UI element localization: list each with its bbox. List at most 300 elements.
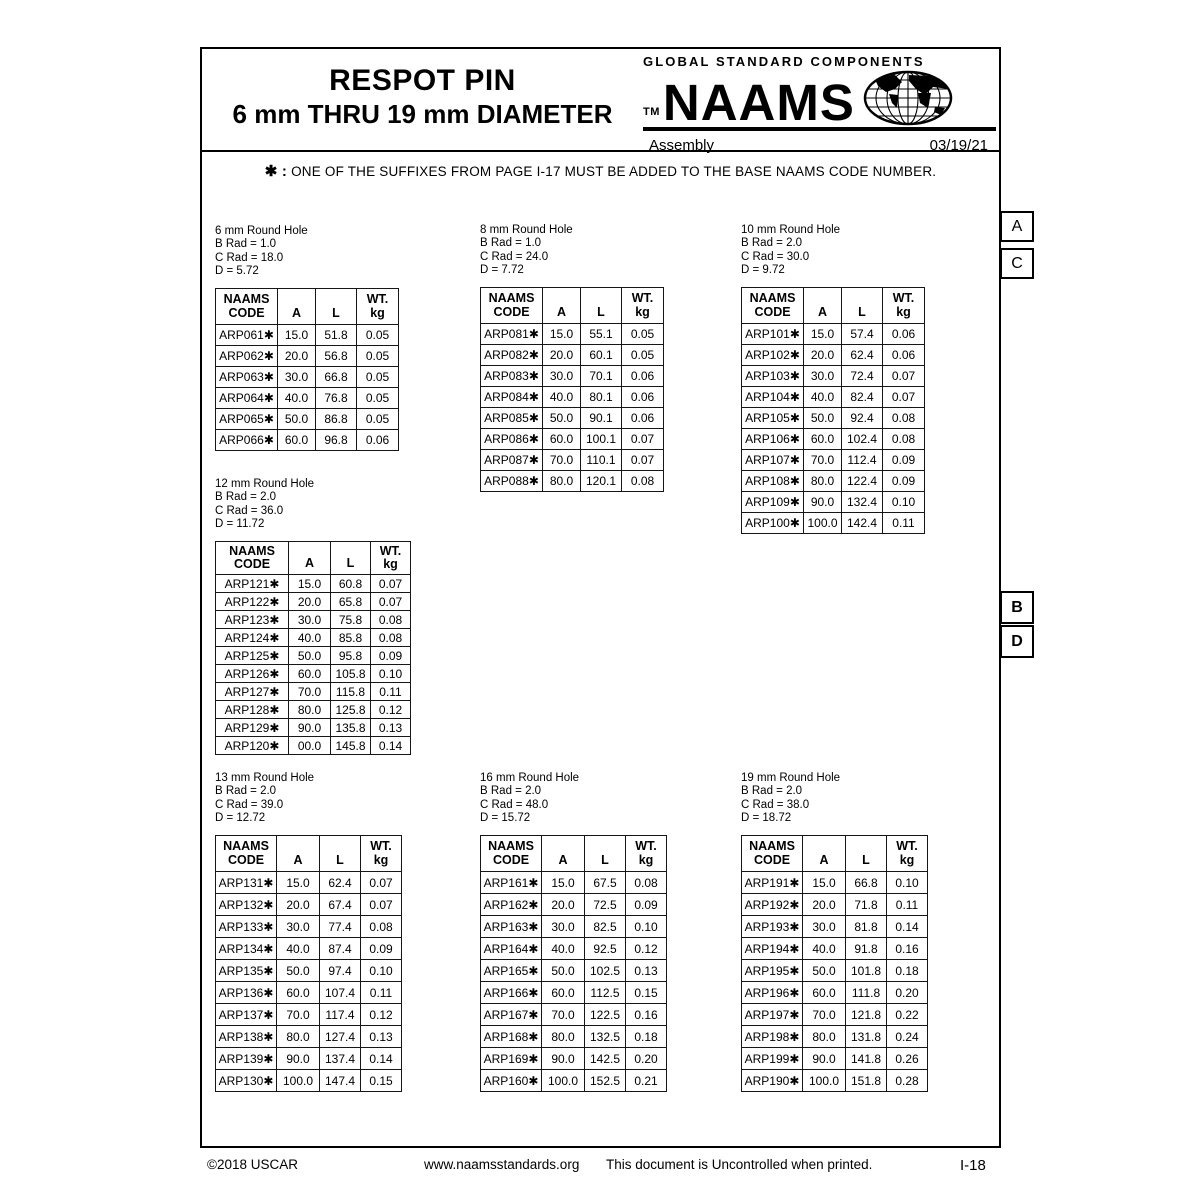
naams-code-cell: ARP082✱ [481, 345, 543, 366]
value-cell: 0.11 [883, 513, 925, 534]
info-line: C Rad = 48.0 [480, 798, 549, 811]
table-row [481, 450, 664, 471]
column-header-line: kg [383, 557, 398, 571]
value-cell: 135.8 [331, 719, 371, 737]
globe-icon [862, 70, 954, 126]
document-page [200, 47, 1001, 1148]
column-header-line: WT. [370, 839, 392, 853]
column-header-line: NAAMS [488, 839, 534, 853]
table-row [216, 430, 399, 451]
zone-label-a: A [1000, 211, 1034, 242]
naams-code-cell: ARP131✱ [216, 872, 277, 894]
value-cell: 0.10 [887, 872, 928, 894]
value-cell: 40.0 [277, 938, 320, 960]
value-cell: 0.13 [626, 960, 667, 982]
naams-code-cell: ARP120✱ [216, 737, 289, 755]
column-header-wt [361, 836, 402, 872]
column-header-line: WT. [635, 839, 657, 853]
naams-code-cell: ARP134✱ [216, 938, 277, 960]
column-header-l: L [316, 289, 357, 325]
naams-code-cell: ARP081✱ [481, 324, 543, 345]
value-cell: 0.11 [887, 894, 928, 916]
suffix-note-text: ONE OF THE SUFFIXES FROM PAGE I-17 MUST BE ADDED TO THE BASE NAAMS CODE NUMBER. [291, 164, 937, 179]
value-cell: 30.0 [289, 611, 331, 629]
value-cell: 121.8 [846, 1004, 887, 1026]
value-cell: 0.06 [883, 324, 925, 345]
table-row [481, 471, 664, 492]
value-cell: 0.18 [626, 1026, 667, 1048]
value-cell: 20.0 [278, 346, 316, 367]
naams-code-cell: ARP139✱ [216, 1048, 277, 1070]
value-cell: 72.4 [842, 366, 883, 387]
page-title: RESPOT PIN [329, 64, 516, 97]
value-cell: 92.4 [842, 408, 883, 429]
value-cell: 87.4 [320, 938, 361, 960]
value-cell: 60.0 [542, 982, 585, 1004]
value-cell: 142.5 [585, 1048, 626, 1070]
value-cell: 122.4 [842, 471, 883, 492]
value-cell: 0.05 [622, 345, 664, 366]
naams-code-cell: ARP125✱ [216, 647, 289, 665]
naams-code-cell: ARP135✱ [216, 960, 277, 982]
footer-disclaimer: This document is Uncontrolled when printed. [606, 1157, 873, 1172]
info-line: D = 7.72 [480, 264, 524, 277]
value-cell: 151.8 [846, 1070, 887, 1092]
value-cell: 30.0 [804, 366, 842, 387]
value-cell: 0.05 [357, 325, 399, 346]
value-cell: 112.5 [585, 982, 626, 1004]
value-cell: 71.8 [846, 894, 887, 916]
table-row [742, 894, 928, 916]
title-block [210, 65, 635, 128]
naams-code-cell: ARP190✱ [742, 1070, 803, 1092]
table-row [742, 387, 925, 408]
value-cell: 70.0 [277, 1004, 320, 1026]
value-cell: 40.0 [289, 629, 331, 647]
naams-code-cell: ARP107✱ [742, 450, 804, 471]
table-section-10mm [741, 224, 925, 534]
column-header-l: L [585, 836, 626, 872]
table-row [216, 575, 411, 593]
value-cell: 107.4 [320, 982, 361, 1004]
value-cell: 0.14 [361, 1048, 402, 1070]
value-cell: 60.0 [289, 665, 331, 683]
value-cell: 77.4 [320, 916, 361, 938]
value-cell: 0.09 [361, 938, 402, 960]
table-row [742, 366, 925, 387]
value-cell: 82.4 [842, 387, 883, 408]
naams-code-cell: ARP103✱ [742, 366, 804, 387]
value-cell: 120.1 [581, 471, 622, 492]
value-cell: 95.8 [331, 647, 371, 665]
column-header-line: NAAMS [749, 291, 796, 305]
naams-code-cell: ARP124✱ [216, 629, 289, 647]
value-cell: 20.0 [277, 894, 320, 916]
column-header-naams-code [216, 836, 277, 872]
value-cell: 90.0 [804, 492, 842, 513]
value-cell: 67.4 [320, 894, 361, 916]
naams-code-cell: ARP133✱ [216, 916, 277, 938]
column-header-line: WT. [896, 839, 918, 853]
naams-code-cell: ARP105✱ [742, 408, 804, 429]
value-cell: 0.08 [371, 611, 411, 629]
value-cell: 30.0 [542, 916, 585, 938]
value-cell: 75.8 [331, 611, 371, 629]
naams-code-cell: ARP167✱ [481, 1004, 542, 1026]
value-cell: 50.0 [803, 960, 846, 982]
value-cell: 117.4 [320, 1004, 361, 1026]
column-header-line: WT. [631, 291, 654, 305]
table-row [216, 346, 399, 367]
value-cell: 50.0 [543, 408, 581, 429]
footer-url: www.naamsstandards.org [424, 1157, 580, 1172]
value-cell: 70.0 [543, 450, 581, 471]
table-row [216, 719, 411, 737]
table-row [216, 611, 411, 629]
info-line: B Rad = 2.0 [480, 785, 542, 798]
column-header-line: kg [638, 852, 654, 867]
table-row [216, 1070, 402, 1092]
value-cell: 0.20 [887, 982, 928, 1004]
table-section-12mm [215, 478, 411, 755]
column-header-line: kg [896, 304, 911, 319]
value-cell: 0.05 [622, 324, 664, 345]
table-info-6mm [215, 225, 399, 279]
table-row [216, 409, 399, 430]
value-cell: 50.0 [542, 960, 585, 982]
naams-code-cell: ARP194✱ [742, 938, 803, 960]
info-line: C Rad = 36.0 [215, 504, 284, 517]
table-row [481, 408, 664, 429]
table-row [742, 1048, 928, 1070]
naams-code-cell: ARP191✱ [742, 872, 803, 894]
value-cell: 0.06 [622, 366, 664, 387]
table-row [481, 960, 667, 982]
value-cell: 0.09 [883, 450, 925, 471]
naams-code-cell: ARP084✱ [481, 387, 543, 408]
table-info-10mm [741, 224, 925, 278]
data-table-13mm [215, 835, 402, 1092]
value-cell: 40.0 [278, 388, 316, 409]
value-cell: 132.5 [585, 1026, 626, 1048]
column-header-line: NAAMS [229, 543, 275, 558]
table-row [742, 429, 925, 450]
value-cell: 30.0 [278, 367, 316, 388]
value-cell: 0.18 [887, 960, 928, 982]
info-line: 8 mm Round Hole [480, 224, 573, 236]
value-cell: 60.1 [581, 345, 622, 366]
naams-code-cell: ARP137✱ [216, 1004, 277, 1026]
value-cell: 56.8 [316, 346, 357, 367]
header-row [742, 836, 928, 872]
value-cell: 90.1 [581, 408, 622, 429]
value-cell: 76.8 [316, 388, 357, 409]
table-row [481, 1048, 667, 1070]
data-table-6mm [215, 288, 399, 451]
table-row [216, 325, 399, 346]
value-cell: 0.13 [361, 1026, 402, 1048]
table-row [481, 387, 664, 408]
naams-code-cell: ARP196✱ [742, 982, 803, 1004]
value-cell: 125.8 [331, 701, 371, 719]
table-info-16mm [480, 772, 667, 826]
value-cell: 60.0 [277, 982, 320, 1004]
naams-code-cell: ARP106✱ [742, 429, 804, 450]
column-header-naams-code [481, 836, 542, 872]
value-cell: 0.06 [883, 345, 925, 366]
column-header-line: NAAMS [749, 839, 795, 853]
column-header-line: CODE [492, 852, 530, 867]
naams-code-cell: ARP127✱ [216, 683, 289, 701]
value-cell: 50.0 [804, 408, 842, 429]
column-header-line: kg [899, 852, 915, 867]
value-cell: 0.20 [626, 1048, 667, 1070]
naams-code-cell: ARP065✱ [216, 409, 278, 430]
value-cell: 90.0 [289, 719, 331, 737]
naams-code-cell: ARP169✱ [481, 1048, 542, 1070]
column-header-naams-code [216, 542, 289, 575]
value-cell: 40.0 [543, 387, 581, 408]
value-cell: 102.4 [842, 429, 883, 450]
table-row [216, 1004, 402, 1026]
value-cell: 122.5 [585, 1004, 626, 1026]
value-cell: 115.8 [331, 683, 371, 701]
column-header-line: kg [373, 852, 389, 867]
value-cell: 80.0 [289, 701, 331, 719]
column-header-naams-code [742, 836, 803, 872]
column-header-line: WT. [892, 291, 915, 305]
column-header-l: L [331, 542, 371, 575]
value-cell: 15.0 [277, 872, 320, 894]
table-row [216, 701, 411, 719]
naams-code-cell: ARP104✱ [742, 387, 804, 408]
value-cell: 0.06 [357, 430, 399, 451]
info-line: C Rad = 24.0 [480, 250, 549, 263]
value-cell: 15.0 [278, 325, 316, 346]
value-cell: 97.4 [320, 960, 361, 982]
zone-label-b: B [1000, 591, 1034, 624]
value-cell: 105.8 [331, 665, 371, 683]
header-row [742, 288, 925, 324]
info-line: 13 mm Round Hole [215, 772, 315, 784]
table-info-13mm [215, 772, 402, 826]
column-header-a: A [543, 288, 581, 324]
table-row [216, 982, 402, 1004]
value-cell: 111.8 [846, 982, 887, 1004]
table-row [481, 1070, 667, 1092]
table-row [216, 388, 399, 409]
column-header-a: A [289, 542, 331, 575]
naams-code-cell: ARP085✱ [481, 408, 543, 429]
value-cell: 20.0 [542, 894, 585, 916]
naams-code-cell: ARP168✱ [481, 1026, 542, 1048]
naams-code-cell: ARP193✱ [742, 916, 803, 938]
column-header-naams-code [216, 289, 278, 325]
column-header-line: CODE [227, 852, 265, 867]
value-cell: 0.10 [361, 960, 402, 982]
suffix-note [202, 162, 999, 180]
value-cell: 0.16 [887, 938, 928, 960]
table-row [742, 492, 925, 513]
value-cell: 62.4 [842, 345, 883, 366]
brand-tagline: GLOBAL STANDARD COMPONENTS [643, 54, 925, 69]
value-cell: 131.8 [846, 1026, 887, 1048]
value-cell: 20.0 [543, 345, 581, 366]
table-row [742, 960, 928, 982]
column-header-l: L [320, 836, 361, 872]
table-row [742, 938, 928, 960]
table-row [216, 1026, 402, 1048]
table-row [216, 665, 411, 683]
info-line: D = 5.72 [215, 265, 259, 278]
value-cell: 147.4 [320, 1070, 361, 1092]
value-cell: 0.14 [371, 737, 411, 755]
brand-bottom-row [643, 131, 996, 154]
value-cell: 20.0 [804, 345, 842, 366]
naams-code-cell: ARP109✱ [742, 492, 804, 513]
value-cell: 100.1 [581, 429, 622, 450]
column-header-wt [371, 542, 411, 575]
value-cell: 66.8 [316, 367, 357, 388]
value-cell: 0.05 [357, 367, 399, 388]
value-cell: 72.5 [585, 894, 626, 916]
value-cell: 0.06 [622, 408, 664, 429]
column-header-a: A [277, 836, 320, 872]
naams-code-cell: ARP166✱ [481, 982, 542, 1004]
naams-brand-block [643, 54, 996, 154]
value-cell: 62.4 [320, 872, 361, 894]
table-row [216, 938, 402, 960]
value-cell: 132.4 [842, 492, 883, 513]
naams-code-cell: ARP121✱ [216, 575, 289, 593]
column-header-wt [887, 836, 928, 872]
trademark-symbol: TM [643, 106, 660, 118]
category-label: Assembly [649, 137, 715, 154]
column-header-line: NAAMS [223, 292, 270, 306]
value-cell: 0.07 [883, 387, 925, 408]
value-cell: 0.13 [371, 719, 411, 737]
column-header-a: A [278, 289, 316, 325]
table-row [742, 872, 928, 894]
info-line: B Rad = 2.0 [215, 785, 277, 798]
naams-code-cell: ARP132✱ [216, 894, 277, 916]
value-cell: 51.8 [316, 325, 357, 346]
data-table-19mm [741, 835, 928, 1092]
value-cell: 91.8 [846, 938, 887, 960]
table-row [216, 629, 411, 647]
table-row [216, 916, 402, 938]
value-cell: 0.09 [883, 471, 925, 492]
naams-code-cell: ARP087✱ [481, 450, 543, 471]
value-cell: 100.0 [277, 1070, 320, 1092]
table-section-13mm [215, 772, 402, 1092]
value-cell: 127.4 [320, 1026, 361, 1048]
value-cell: 80.0 [804, 471, 842, 492]
naams-code-cell: ARP160✱ [481, 1070, 542, 1092]
naams-code-cell: ARP063✱ [216, 367, 278, 388]
value-cell: 55.1 [581, 324, 622, 345]
value-cell: 40.0 [804, 387, 842, 408]
naams-code-cell: ARP198✱ [742, 1026, 803, 1048]
value-cell: 0.15 [361, 1070, 402, 1092]
header-row [481, 288, 664, 324]
table-row [742, 450, 925, 471]
value-cell: 0.08 [883, 429, 925, 450]
value-cell: 0.12 [371, 701, 411, 719]
value-cell: 15.0 [804, 324, 842, 345]
naams-code-cell: ARP128✱ [216, 701, 289, 719]
value-cell: 100.0 [804, 513, 842, 534]
table-row [742, 471, 925, 492]
info-line: D = 9.72 [741, 264, 785, 277]
table-row [481, 938, 667, 960]
naams-code-cell: ARP197✱ [742, 1004, 803, 1026]
info-line: B Rad = 1.0 [215, 238, 277, 251]
column-header-line: kg [370, 305, 385, 320]
value-cell: 0.07 [371, 575, 411, 593]
value-cell: 0.08 [622, 471, 664, 492]
header-row [216, 289, 399, 325]
column-header-line: WT. [379, 543, 402, 558]
value-cell: 0.10 [371, 665, 411, 683]
naams-code-cell: ARP162✱ [481, 894, 542, 916]
info-line: D = 15.72 [480, 812, 531, 825]
value-cell: 30.0 [543, 366, 581, 387]
naams-code-cell: ARP108✱ [742, 471, 804, 492]
info-line: 6 mm Round Hole [215, 225, 308, 237]
naams-code-cell: ARP126✱ [216, 665, 289, 683]
value-cell: 96.8 [316, 430, 357, 451]
table-row [216, 647, 411, 665]
column-header-line: kg [635, 304, 650, 319]
naams-logo-text: NAAMS [662, 74, 855, 131]
table-info-8mm [480, 224, 664, 278]
column-header-naams-code [481, 288, 543, 324]
info-line: C Rad = 39.0 [215, 798, 284, 811]
value-cell: 0.24 [887, 1026, 928, 1048]
naams-code-cell: ARP130✱ [216, 1070, 277, 1092]
value-cell: 50.0 [278, 409, 316, 430]
column-header-line: CODE [233, 557, 271, 571]
table-section-6mm [215, 225, 399, 451]
value-cell: 00.0 [289, 737, 331, 755]
value-cell: 0.08 [883, 408, 925, 429]
value-cell: 0.05 [357, 346, 399, 367]
value-cell: 102.5 [585, 960, 626, 982]
table-row [742, 324, 925, 345]
naams-code-cell: ARP136✱ [216, 982, 277, 1004]
value-cell: 80.0 [542, 1026, 585, 1048]
value-cell: 90.0 [277, 1048, 320, 1070]
table-row [481, 894, 667, 916]
column-header-l: L [842, 288, 883, 324]
table-row [216, 872, 402, 894]
column-header-line: CODE [493, 304, 530, 319]
value-cell: 15.0 [543, 324, 581, 345]
value-cell: 90.0 [803, 1048, 846, 1070]
info-line: C Rad = 38.0 [741, 798, 810, 811]
value-cell: 0.06 [622, 387, 664, 408]
value-cell: 67.5 [585, 872, 626, 894]
column-header-line: CODE [754, 304, 791, 319]
header-row [216, 836, 402, 872]
table-row [481, 366, 664, 387]
value-cell: 92.5 [585, 938, 626, 960]
zone-label-d: D [1000, 625, 1034, 658]
table-row [481, 982, 667, 1004]
naams-code-cell: ARP163✱ [481, 916, 542, 938]
table-row [742, 1004, 928, 1026]
